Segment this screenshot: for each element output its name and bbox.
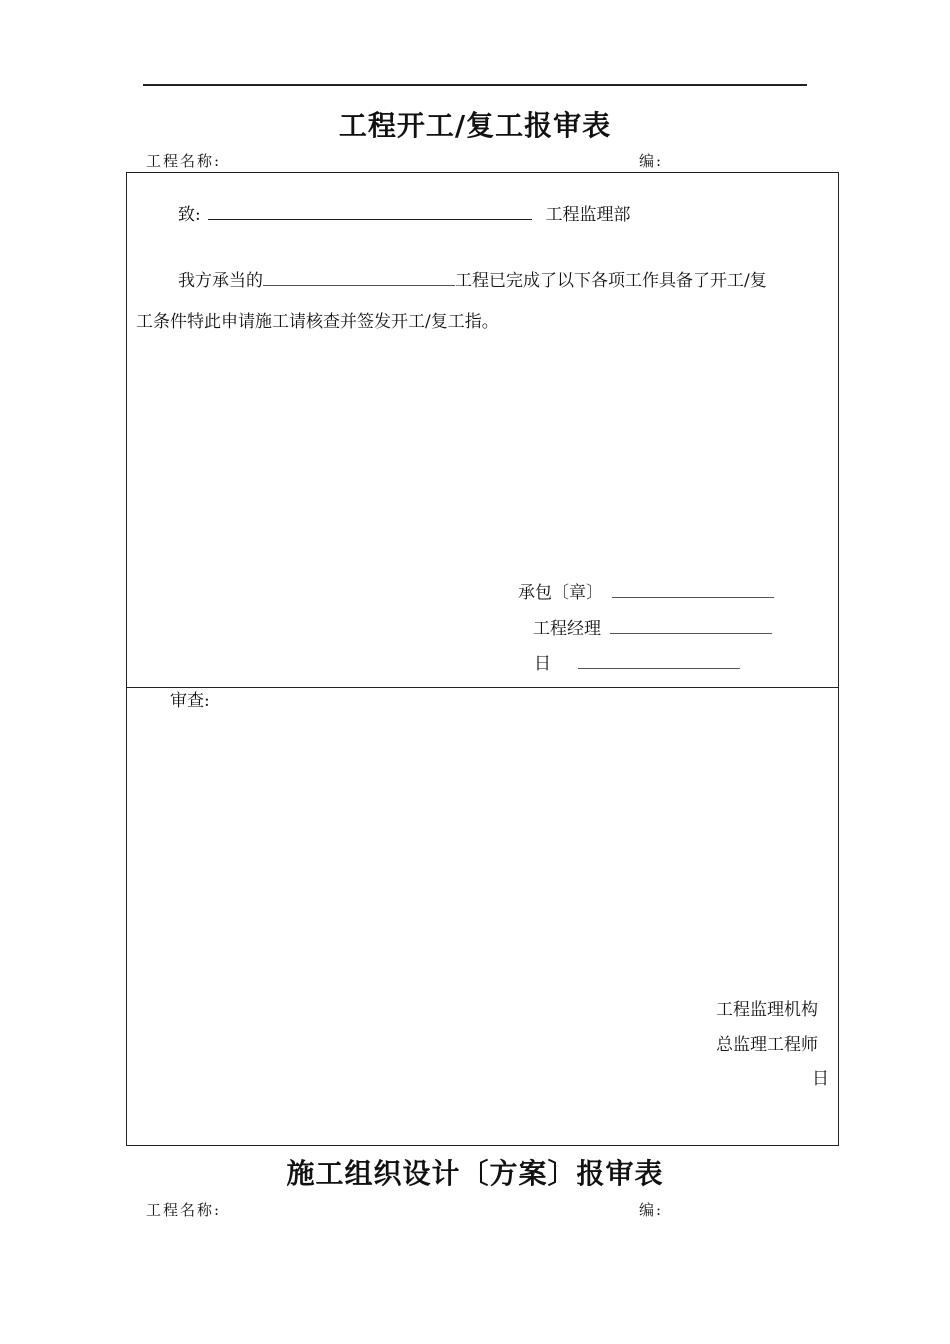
review-section <box>126 687 839 1146</box>
contractor-seal-blank[interactable] <box>612 583 774 598</box>
code-label: 编: <box>639 152 664 170</box>
chief-engineer-label: 总监理工程师 <box>716 1035 818 1055</box>
project-manager-line <box>533 618 772 640</box>
para-line1-suffix: 工程已完成了以下各项工作具备了开工/复 <box>455 271 767 291</box>
second-form-title: 施工组织设计〔方案〕报审表 <box>286 1157 664 1190</box>
project-manager-label: 工程经理 <box>533 619 601 639</box>
form-title: 工程开工/复工报审表 <box>338 109 612 142</box>
application-section <box>126 172 839 688</box>
to-label: 致: <box>178 205 201 225</box>
project-name-label: 工程名称: <box>146 152 222 170</box>
review-label: 审查: <box>170 691 210 711</box>
to-blank[interactable] <box>208 203 532 220</box>
date-label-2: 日 <box>812 1069 829 1089</box>
to-suffix: 工程监理部 <box>545 205 631 225</box>
supervision-org-label: 工程监理机构 <box>716 1000 818 1020</box>
contractor-seal-line <box>518 582 774 604</box>
contractor-seal-label: 承包〔章〕 <box>518 583 603 603</box>
date-label-1: 日 <box>534 654 551 674</box>
to-line <box>178 203 631 226</box>
date-blank-1[interactable] <box>578 654 740 669</box>
header-rule <box>143 84 807 86</box>
date-line-1 <box>534 653 740 675</box>
second-code-label: 编: <box>639 1201 664 1219</box>
application-paragraph-line-1 <box>178 270 767 292</box>
project-blank[interactable] <box>263 271 455 286</box>
para-prefix: 我方承当的 <box>178 271 263 291</box>
application-paragraph-line-2: 工条件特此申请施工请核查并签发开工/复工指。 <box>136 312 499 332</box>
project-manager-blank[interactable] <box>610 619 772 634</box>
second-project-name-label: 工程名称: <box>146 1201 222 1219</box>
